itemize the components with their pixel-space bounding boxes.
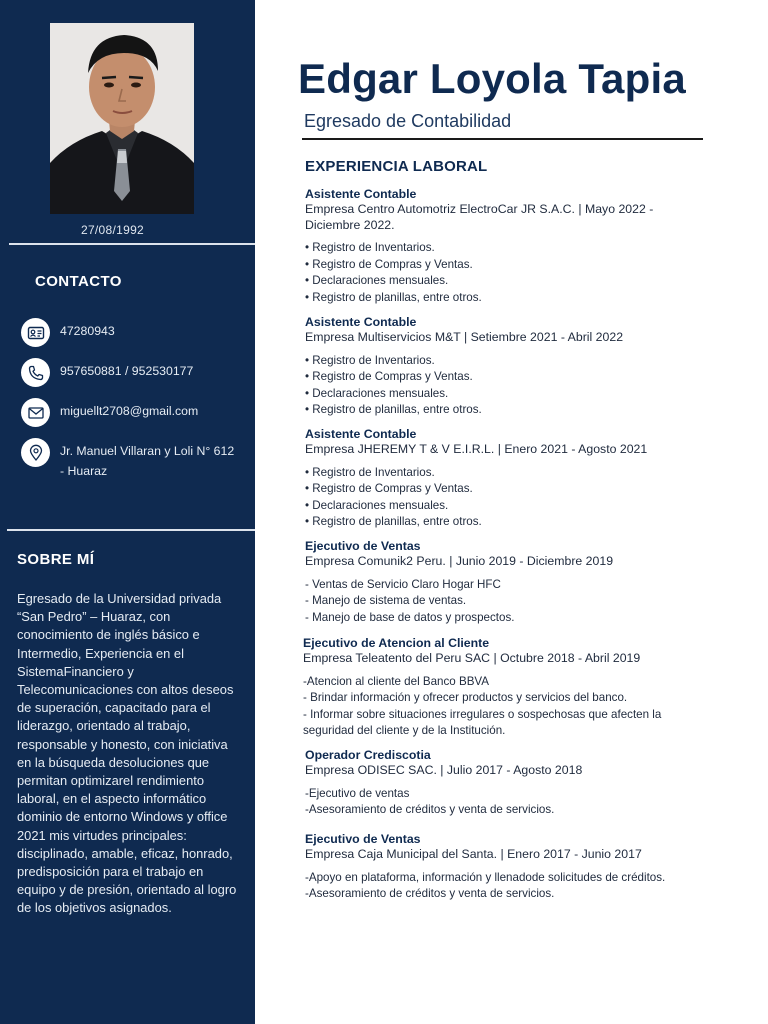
job-point: -Asesoramiento de créditos y venta de servicios. (305, 803, 555, 816)
contact-address-text: Jr. Manuel Villaran y Loli N° 612 - Huaraz (60, 444, 235, 478)
contact-item-phone (21, 358, 246, 387)
job-company: Empresa Comunik2 Peru. | Junio 2019 - Diciembre 2019 (305, 554, 614, 568)
profile-photo (50, 23, 194, 214)
contact-phone-text: 957650881 / 952530177 (60, 364, 194, 378)
candidate-name: Edgar Loyola Tapia (298, 55, 686, 102)
job-company: Empresa Caja Municipal del Santa. | Enero 2017 - Junio 2017 (305, 847, 642, 861)
candidate-title: Egresado de Contabilidad (304, 111, 512, 131)
contact-email-text: miguellt2708@gmail.com (60, 404, 199, 418)
job-point: • Declaraciones mensuales. (305, 274, 449, 287)
job-entry (303, 636, 703, 740)
job-entry (305, 748, 705, 819)
job-point: • Registro de Inventarios. (305, 353, 435, 367)
job-entry (305, 315, 705, 419)
job-point: • Registro de Inventarios. (305, 465, 435, 479)
job-points (305, 870, 685, 903)
birth-date: 27/08/1992 (80, 223, 145, 237)
job-title: Ejecutivo de Ventas (305, 539, 421, 553)
job-company: Empresa Multiservicios M&T | Setiembre 2021 - Abril 2022 (305, 330, 624, 344)
job-point: - Manejo de sistema de ventas. (305, 594, 467, 607)
job-points (305, 240, 705, 306)
contact-id-text: 47280943 (60, 324, 115, 338)
job-company: Empresa Teleatento del Peru SAC | Octubre 2018 - Abril 2019 (303, 651, 641, 665)
location-pin-icon (21, 438, 50, 467)
sidebar-divider-top (9, 243, 255, 245)
id-card-icon (21, 318, 50, 347)
job-point: - Brindar información y ofrecer productos y servicios del banco. (303, 691, 628, 704)
job-entry (305, 832, 705, 903)
job-points (305, 577, 705, 627)
job-title: Ejecutivo de Atencion al Cliente (303, 636, 490, 650)
profile-photo-illustration (50, 23, 194, 214)
job-title: Ejecutivo de Ventas (305, 832, 421, 846)
job-point: • Registro de Compras y Ventas. (305, 370, 473, 383)
job-title: Operador Crediscotia (305, 748, 431, 762)
job-title: Asistente Contable (305, 427, 417, 441)
phone-icon (21, 358, 50, 387)
job-entry (305, 427, 705, 531)
sidebar-divider-bottom (7, 529, 255, 531)
contact-item-address (21, 438, 246, 481)
job-points (303, 674, 705, 740)
title-rule (302, 138, 703, 140)
mail-icon (21, 398, 50, 427)
job-entry (305, 539, 705, 626)
experience-heading: EXPERIENCIA LABORAL (305, 158, 488, 175)
job-points (305, 465, 705, 531)
job-company: Empresa ODISEC SAC. | Julio 2017 - Agosto 2018 (305, 763, 583, 777)
job-point: -Asesoramiento de créditos y venta de servicios. (305, 887, 555, 900)
job-point: - Informar sobre situaciones irregulares o sospechosas que afecten la seguridad del cliente y de la Institución. (303, 707, 662, 737)
job-point: -Ejecutivo de ventas (305, 786, 410, 800)
job-point: - Ventas de Servicio Claro Hogar HFC (305, 577, 501, 591)
job-point: -Atencion al cliente del Banco BBVA (303, 674, 490, 688)
job-points (305, 353, 705, 419)
job-point: • Registro de Compras y Ventas. (305, 482, 473, 495)
job-point: • Registro de planillas, entre otros. (305, 515, 482, 528)
contact-item-id (21, 318, 246, 347)
sidebar (0, 0, 255, 1024)
about-text: Egresado de la Universidad privada “San Pedro” – Huaraz, con conocimiento de inglés básico e Intermedio, Experiencia en el SistemaFinanciero y Telecomunicaciones con altos deseos de superación, capacitado para el liderazgo, orientado al trabajo, responsable y honesto, con iniciativa en la búsqueda desoluciones que permitan optimizarel rendimiento laboral, en el aspecto informático dominio de entorno Windows y office 2021 mis virtudes principales: disciplinado, amable, eficaz, honrado, predisposición para el trabajo en equipo y de presión, orientado al logro de los objetivos asignados. (17, 591, 237, 916)
job-point: - Manejo de base de datos y prospectos. (305, 610, 515, 624)
job-point: • Declaraciones mensuales. (305, 386, 449, 400)
job-company: Empresa Centro Automotriz ElectroCar JR S.A.C. | Mayo 2022 - Diciembre 2022. (305, 202, 654, 232)
job-points (305, 786, 705, 819)
about-heading: SOBRE MÍ (17, 551, 95, 568)
job-company: Empresa JHEREMY T & V E.I.R.L. | Enero 2021 - Agosto 2021 (305, 442, 648, 456)
job-point: • Declaraciones mensuales. (305, 498, 449, 512)
job-point: • Registro de planillas, entre otros. (305, 403, 482, 416)
job-title: Asistente Contable (305, 315, 417, 329)
job-point: • Registro de Inventarios. (305, 241, 435, 254)
job-title: Asistente Contable (305, 187, 417, 201)
contact-item-email (21, 398, 246, 427)
job-point: -Apoyo en plataforma, información y llenadode solicitudes de créditos. (305, 870, 666, 884)
job-entry (305, 187, 705, 306)
contact-heading: CONTACTO (35, 273, 122, 290)
job-point: • Registro de planillas, entre otros. (305, 290, 482, 304)
job-point: • Registro de Compras y Ventas. (305, 257, 473, 271)
